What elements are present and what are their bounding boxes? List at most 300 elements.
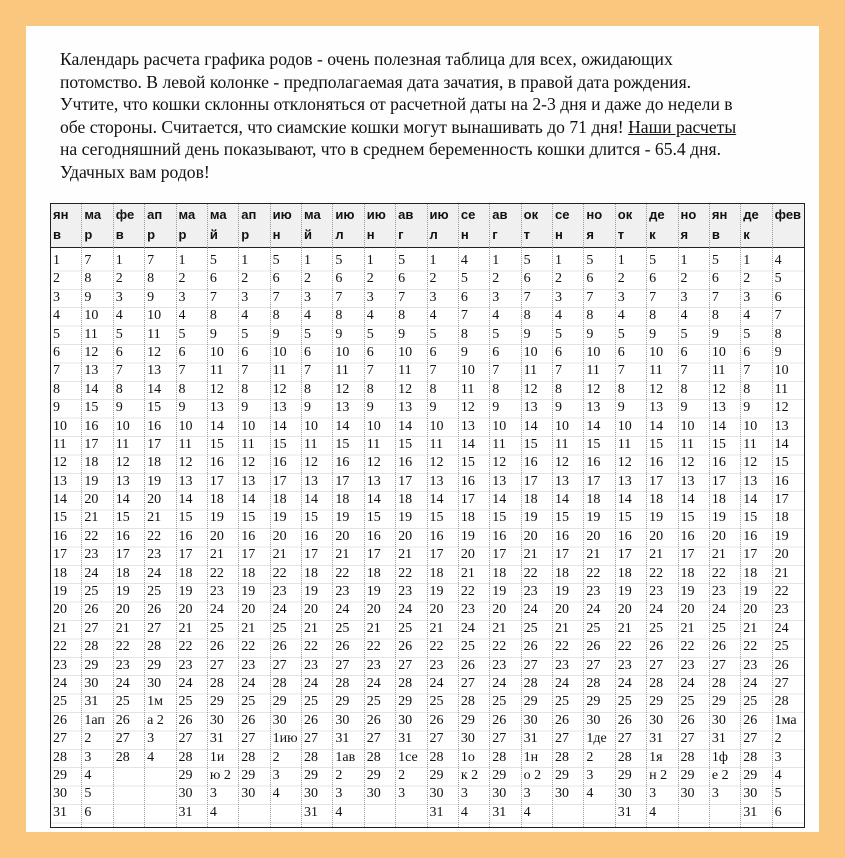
date-cell: 1 xyxy=(241,253,249,268)
our-calculations-link[interactable]: Наши расчеты xyxy=(628,116,737,137)
date-cell: 8 xyxy=(680,381,688,397)
date-cell: 7 xyxy=(774,308,782,324)
date-cell: 9 xyxy=(335,326,343,342)
month-header xyxy=(51,204,82,247)
date-cell: 7 xyxy=(460,308,468,324)
date-cell: 13 xyxy=(335,400,350,416)
date-cell: 21 xyxy=(492,620,507,636)
date-cell: 2 xyxy=(272,749,280,765)
date-cell: 19 xyxy=(523,510,538,526)
date-cell: 19 xyxy=(209,510,224,526)
date-cell: 6 xyxy=(774,289,782,305)
date-cell: 21 xyxy=(460,565,475,581)
date-cell: 6 xyxy=(586,271,594,287)
intro-line-5: на сегодняшний день показывают, что в среднем беременность кошки длится - 65.4 дня. xyxy=(60,139,721,160)
date-cell: 25 xyxy=(492,694,507,710)
date-cell: 4 xyxy=(115,308,123,324)
date-cell: 20 xyxy=(711,528,726,544)
date-cell: 18 xyxy=(53,565,67,581)
date-cell: 13 xyxy=(115,473,130,489)
date-cell: 18 xyxy=(398,492,413,508)
date-cell: 17 xyxy=(492,547,507,563)
date-cell: 23 xyxy=(743,657,758,673)
date-cell: 20 xyxy=(492,602,507,618)
date-cell: 9 xyxy=(53,400,60,416)
date-cell: 13 xyxy=(649,400,664,416)
date-cell: 3 xyxy=(555,289,562,305)
month-header-part: в xyxy=(53,227,61,242)
month-header-part: ма xyxy=(304,207,321,222)
date-cell: 2 xyxy=(84,731,92,747)
date-cell: 21 xyxy=(555,620,569,636)
month-header xyxy=(584,204,615,247)
date-cell: 27 xyxy=(555,731,569,747)
date-cell: 14 xyxy=(617,492,632,508)
date-cell: 1ию xyxy=(272,731,298,747)
date-cell: 29 xyxy=(304,767,318,783)
date-cell: 17 xyxy=(209,473,224,489)
date-cell: 1 xyxy=(617,253,625,268)
month-header-part: ию xyxy=(366,207,386,222)
date-cell: 8 xyxy=(53,381,60,397)
date-cell: 30 xyxy=(178,786,193,802)
month-header-part: й xyxy=(304,227,312,242)
date-cell: 6 xyxy=(241,344,249,360)
date-cell: 11 xyxy=(743,436,757,452)
date-cell: 1 xyxy=(304,253,311,268)
date-cell: 19 xyxy=(649,510,664,526)
date-cell: 3 xyxy=(53,289,60,305)
date-cell: 28 xyxy=(335,675,350,691)
date-cell: 26 xyxy=(743,712,758,728)
date-cell: 6 xyxy=(743,344,751,360)
intro-line-4: обе стороны. Считается, что сиамские кошки могут вынашивать до 71 дня! xyxy=(60,116,629,137)
date-cell: 29 xyxy=(649,694,664,710)
date-cell: 16 xyxy=(492,528,507,544)
date-cell: 21 xyxy=(743,620,758,636)
date-cell: 8 xyxy=(115,381,123,397)
date-cell: 2 xyxy=(492,271,500,287)
date-cell: 16 xyxy=(178,528,193,544)
date-cell: 21 xyxy=(586,547,601,563)
month-header xyxy=(208,204,239,247)
date-cell: 18 xyxy=(147,455,162,471)
date-cell: 10 xyxy=(460,363,475,379)
date-cell: 28 xyxy=(115,749,130,765)
date-cell: 31 xyxy=(335,731,350,747)
date-cell: 5 xyxy=(366,326,374,342)
date-cell: 18 xyxy=(304,565,318,581)
month-header-part: ма xyxy=(209,207,227,222)
date-cell: 12 xyxy=(617,455,632,471)
date-cell: 28 xyxy=(304,749,318,765)
date-cell: 29 xyxy=(586,694,601,710)
date-cell: 30 xyxy=(492,786,507,802)
date-cell: 12 xyxy=(586,381,601,397)
date-cell: 22 xyxy=(53,639,67,655)
date-cell: 21 xyxy=(335,547,350,563)
date-cell: 18 xyxy=(617,565,632,581)
date-cell: 5 xyxy=(492,326,500,342)
date-cell: 13 xyxy=(304,473,318,489)
date-cell: 25 xyxy=(241,694,256,710)
date-cell: 21 xyxy=(84,510,99,526)
date-cell: 20 xyxy=(272,528,287,544)
date-cell: 20 xyxy=(398,528,413,544)
date-cell: 10 xyxy=(523,344,538,360)
date-cell: 2 xyxy=(335,767,343,783)
date-cell: 31 xyxy=(84,694,99,710)
date-cell: 24 xyxy=(241,675,256,691)
date-cell: 29 xyxy=(429,767,444,783)
date-cell: 18 xyxy=(366,565,381,581)
date-cell: 13 xyxy=(272,400,287,416)
date-cell: 8 xyxy=(743,381,751,397)
date-cell: 30 xyxy=(617,786,632,802)
date-cell: 23 xyxy=(680,657,695,673)
date-cell: 22 xyxy=(649,565,664,581)
date-cell: 4 xyxy=(147,749,155,765)
date-cell: 14 xyxy=(366,492,381,508)
date-cell: 23 xyxy=(586,584,601,600)
date-cell: 7 xyxy=(586,289,594,305)
date-column xyxy=(490,247,521,827)
date-cell: 29 xyxy=(743,767,758,783)
month-header-part: в xyxy=(115,227,124,242)
date-cell: 5 xyxy=(617,326,625,342)
date-cell: 4 xyxy=(774,253,782,268)
date-cell: 20 xyxy=(555,602,569,618)
date-cell: 12 xyxy=(492,455,507,471)
table-body xyxy=(51,247,804,827)
date-cell: 14 xyxy=(460,436,475,452)
date-cell: 10 xyxy=(429,418,444,434)
date-cell: 1 xyxy=(680,253,688,268)
date-cell: 20 xyxy=(209,528,224,544)
date-cell: 30 xyxy=(147,675,162,691)
date-cell: 4 xyxy=(460,804,468,820)
date-cell: 25 xyxy=(649,620,664,636)
date-cell: 20 xyxy=(84,492,99,508)
date-cell: 24 xyxy=(492,675,507,691)
date-cell: 2 xyxy=(680,271,688,287)
date-cell: 6 xyxy=(429,344,437,360)
date-cell: 27 xyxy=(743,731,758,747)
date-cell: 23 xyxy=(523,584,538,600)
date-cell: 25 xyxy=(178,694,193,710)
date-cell: 23 xyxy=(304,657,318,673)
date-cell: 10 xyxy=(178,418,193,434)
date-cell: 3 xyxy=(492,289,500,305)
date-cell: 16 xyxy=(774,473,789,489)
date-cell: 23 xyxy=(398,584,413,600)
date-column xyxy=(522,247,553,827)
date-cell: 15 xyxy=(335,436,350,452)
date-cell: 10 xyxy=(53,418,67,434)
date-cell: 17 xyxy=(115,547,130,563)
date-cell: 11 xyxy=(649,363,663,379)
date-cell: 13 xyxy=(84,363,99,379)
date-cell: 20 xyxy=(617,602,632,618)
date-cell: 18 xyxy=(335,492,350,508)
date-cell: 27 xyxy=(366,731,381,747)
date-cell: 7 xyxy=(115,363,123,379)
month-header-part: ок xyxy=(523,207,539,222)
date-cell: 11 xyxy=(586,363,600,379)
date-cell: 20 xyxy=(429,602,444,618)
date-cell: 15 xyxy=(680,510,695,526)
date-cell: 4 xyxy=(53,308,60,324)
date-cell: 8 xyxy=(492,381,500,397)
date-cell: 24 xyxy=(115,675,130,691)
date-cell: 30 xyxy=(460,731,475,747)
date-cell: 17 xyxy=(711,473,726,489)
date-cell: 17 xyxy=(617,547,632,563)
date-cell: 8 xyxy=(84,271,92,287)
date-cell: 6 xyxy=(680,344,688,360)
date-cell: 7 xyxy=(272,289,280,305)
date-cell: 17 xyxy=(523,473,538,489)
date-cell: 29 xyxy=(366,767,381,783)
month-header-part: ав xyxy=(492,207,508,222)
date-cell: 9 xyxy=(774,344,782,360)
date-cell: 27 xyxy=(680,731,695,747)
intro-line-6: Удачных вам родов! xyxy=(60,161,210,182)
date-cell: 30 xyxy=(523,712,538,728)
date-cell: 20 xyxy=(774,547,789,563)
date-cell: 28 xyxy=(617,749,632,765)
date-cell: 21 xyxy=(209,547,224,563)
date-cell: 17 xyxy=(398,473,413,489)
date-cell: 6 xyxy=(523,271,531,287)
date-cell: 8 xyxy=(241,381,249,397)
date-cell: 25 xyxy=(429,694,444,710)
date-cell: 21 xyxy=(178,620,193,636)
date-cell: 14 xyxy=(649,418,664,434)
date-cell: 29 xyxy=(398,694,413,710)
date-cell: 21 xyxy=(304,620,318,636)
date-cell: 5 xyxy=(711,253,719,268)
date-cell: 3 xyxy=(711,786,719,802)
month-header-part: ян xyxy=(53,207,69,222)
date-cell: 23 xyxy=(492,657,507,673)
date-cell: 26 xyxy=(53,712,67,728)
date-cell: 18 xyxy=(115,565,130,581)
date-cell: 8 xyxy=(711,308,719,324)
date-cell: 9 xyxy=(241,400,249,416)
date-cell: 30 xyxy=(586,712,601,728)
date-column xyxy=(741,247,772,827)
date-cell: 10 xyxy=(209,344,224,360)
date-cell: 11 xyxy=(555,436,569,452)
date-cell: 15 xyxy=(53,510,67,526)
date-cell: 26 xyxy=(304,712,318,728)
date-cell: 24 xyxy=(398,602,413,618)
date-cell: 2 xyxy=(586,749,594,765)
date-cell: 12 xyxy=(241,455,256,471)
date-cell: 28 xyxy=(272,675,287,691)
date-cell: 3 xyxy=(460,786,468,802)
date-cell: 14 xyxy=(743,492,758,508)
date-cell: 13 xyxy=(617,473,632,489)
date-cell: 7 xyxy=(335,289,343,305)
date-cell: 12 xyxy=(460,400,475,416)
date-cell: 9 xyxy=(586,326,594,342)
date-cell: 1ма xyxy=(774,712,797,728)
date-cell: 30 xyxy=(209,712,224,728)
date-cell: 8 xyxy=(617,381,625,397)
date-cell: 6 xyxy=(711,271,719,287)
month-header-part: ав xyxy=(398,207,414,222)
date-cell: 19 xyxy=(335,510,350,526)
month-header xyxy=(647,204,678,247)
date-cell: 21 xyxy=(711,547,726,563)
date-cell: 3 xyxy=(743,289,751,305)
date-cell: 20 xyxy=(586,528,601,544)
month-header-part: н xyxy=(366,227,375,242)
date-cell: 8 xyxy=(523,308,531,324)
month-header-part: к xyxy=(743,227,750,242)
date-cell: 16 xyxy=(304,528,318,544)
date-cell: 7 xyxy=(523,289,531,305)
date-cell: 14 xyxy=(586,418,601,434)
date-cell: 25 xyxy=(555,694,569,710)
date-column xyxy=(396,247,427,827)
date-cell: 5 xyxy=(115,326,123,342)
date-cell: 4 xyxy=(586,786,594,802)
date-cell: 9 xyxy=(743,400,751,416)
date-cell: 8 xyxy=(272,308,280,324)
date-cell: 22 xyxy=(555,639,569,655)
date-column xyxy=(365,247,396,827)
month-header xyxy=(365,204,396,247)
date-cell: 3 xyxy=(429,289,437,305)
date-cell: 5 xyxy=(555,326,562,342)
date-cell: 21 xyxy=(366,620,381,636)
month-header-part: г xyxy=(398,227,404,242)
date-cell: 19 xyxy=(147,473,162,489)
date-cell: 25 xyxy=(272,620,287,636)
date-cell: 3 xyxy=(398,786,406,802)
date-cell: 25 xyxy=(335,620,350,636)
month-header xyxy=(114,204,145,247)
date-cell: 3 xyxy=(366,289,374,305)
month-header-part: г xyxy=(492,227,498,242)
date-cell: 26 xyxy=(555,712,569,728)
date-cell: 5 xyxy=(523,253,531,268)
date-cell: 25 xyxy=(711,620,726,636)
date-cell: 25 xyxy=(115,694,130,710)
date-cell: 13 xyxy=(460,418,475,434)
date-cell: 14 xyxy=(147,381,162,397)
date-cell: 27 xyxy=(241,731,256,747)
date-cell: 7 xyxy=(492,363,500,379)
date-cell: 14 xyxy=(115,492,130,508)
date-cell: 4 xyxy=(429,308,437,324)
date-cell: 18 xyxy=(241,565,256,581)
month-header xyxy=(710,204,741,247)
date-cell: 16 xyxy=(335,455,350,471)
date-cell: 8 xyxy=(209,308,217,324)
date-cell: 18 xyxy=(523,492,538,508)
date-cell: 27 xyxy=(586,657,601,673)
date-cell: 3 xyxy=(617,289,625,305)
date-cell: 1м xyxy=(147,694,163,710)
date-cell: 16 xyxy=(209,455,224,471)
date-cell: 12 xyxy=(272,381,287,397)
date-cell: 27 xyxy=(649,657,664,673)
date-cell: 10 xyxy=(743,418,758,434)
date-cell: 25 xyxy=(743,694,758,710)
date-cell: 12 xyxy=(84,344,99,360)
date-cell: 12 xyxy=(335,381,350,397)
intro-text xyxy=(60,48,790,184)
date-cell: 19 xyxy=(241,584,256,600)
date-cell: 22 xyxy=(84,528,99,544)
date-cell: 13 xyxy=(178,473,193,489)
date-cell: 17 xyxy=(429,547,444,563)
date-cell: 27 xyxy=(53,731,67,747)
date-cell: 15 xyxy=(649,436,664,452)
month-header xyxy=(490,204,521,247)
date-cell: 15 xyxy=(304,510,318,526)
date-cell: 6 xyxy=(53,344,60,360)
date-cell: 24 xyxy=(711,602,726,618)
date-cell: 14 xyxy=(53,492,67,508)
date-cell: 15 xyxy=(209,436,224,452)
date-cell: 23 xyxy=(53,657,67,673)
date-cell: 9 xyxy=(711,326,719,342)
date-cell: 9 xyxy=(272,326,280,342)
date-cell: 31 xyxy=(398,731,413,747)
date-cell: е 2 xyxy=(711,767,729,783)
date-cell: 29 xyxy=(178,767,193,783)
date-cell: 20 xyxy=(115,602,130,618)
date-cell: 19 xyxy=(555,584,569,600)
date-column xyxy=(271,247,302,827)
date-cell: 5 xyxy=(53,326,60,342)
date-cell: 17 xyxy=(366,547,381,563)
month-header xyxy=(616,204,647,247)
date-cell: 4 xyxy=(178,308,186,324)
date-cell: 6 xyxy=(178,344,186,360)
date-cell: 27 xyxy=(398,657,413,673)
date-cell: 20 xyxy=(53,602,67,618)
date-cell: 30 xyxy=(304,786,318,802)
date-column xyxy=(773,247,804,827)
date-cell: 3 xyxy=(241,289,249,305)
date-cell: 16 xyxy=(460,473,475,489)
date-cell: 16 xyxy=(680,528,695,544)
date-cell: 26 xyxy=(492,712,507,728)
date-cell: 24 xyxy=(617,675,632,691)
date-cell: 28 xyxy=(84,639,99,655)
date-column xyxy=(333,247,364,827)
date-cell: 24 xyxy=(272,602,287,618)
date-cell: 15 xyxy=(84,400,99,416)
date-cell: 13 xyxy=(711,400,726,416)
date-cell: 25 xyxy=(680,694,695,710)
date-cell: 17 xyxy=(53,547,67,563)
date-cell: 7 xyxy=(429,363,437,379)
date-cell: 22 xyxy=(147,528,162,544)
date-cell: 10 xyxy=(555,418,569,434)
intro-line-1: Календарь расчета графика родов - очень полезная таблица для всех, ожидающих xyxy=(60,49,673,69)
date-cell: 14 xyxy=(398,418,413,434)
date-cell: 12 xyxy=(53,455,67,471)
month-header-part: н xyxy=(272,227,281,242)
date-cell: 1 xyxy=(178,253,186,268)
